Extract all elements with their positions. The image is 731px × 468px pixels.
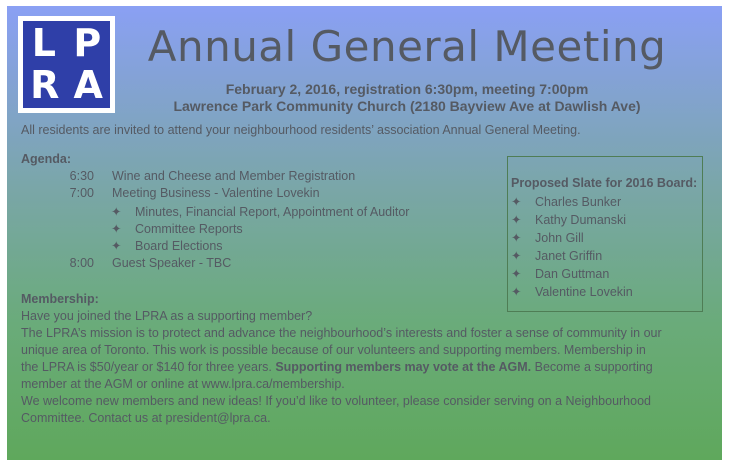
logo-letter: P [73,21,102,65]
agenda-time: 8:00 [69,256,94,270]
logo-letter: R [30,63,60,107]
agenda-time: 6:30 [69,169,94,183]
star-bullet-icon: ✦ [511,195,522,209]
star-bullet-icon: ✦ [511,267,522,281]
star-bullet-icon: ✦ [511,213,522,227]
membership-text [21,360,653,374]
slate-member [511,194,621,209]
member-name: Kathy Dumanski [535,213,627,227]
membership-text-tail: Become a supporting [531,360,653,374]
agenda-sub-item [111,238,223,253]
membership-text: Committee. Contact us at president@lpra.ca. [21,411,271,425]
membership-fee-text: the LPRA is $50/year or $140 for three years. [21,360,276,374]
intro-text: All residents are invited to attend your neighbourhood residents’ association Annual General Meeting. [21,123,581,137]
logo-letter: L [31,21,56,65]
sub-item-text: Board Elections [135,239,223,253]
agenda-text: Meeting Business - Valentine Lovekin [112,186,320,200]
membership-text: The LPRA’s mission is to protect and advance the neighbourhood’s interests and foster a sense of community in our [21,326,662,340]
star-bullet-icon: ✦ [511,285,522,299]
membership-text: Have you joined the LPRA as a supporting member? [21,309,313,323]
slate-member [511,266,609,281]
member-name: Valentine Lovekin [535,285,633,299]
logo-letter: A [73,63,103,107]
member-name: Charles Bunker [535,195,622,209]
lpra-logo [18,16,115,113]
member-name: Dan Guttman [535,267,610,281]
voting-note: Supporting members may vote at the AGM. [275,360,532,374]
star-bullet-icon: ✦ [511,249,522,263]
slate-member [511,230,584,245]
slate-member [511,212,626,227]
agenda-sub-item [111,204,409,219]
sub-item-text: Minutes, Financial Report, Appointment of Auditor [135,205,410,219]
sub-item-text: Committee Reports [135,222,243,236]
logo-mark [23,21,110,108]
agenda-text: Wine and Cheese and Member Registration [112,169,356,183]
slate-title: Proposed Slate for 2016 Board: [511,176,698,190]
star-bullet-icon: ✦ [111,239,122,253]
agenda-text: Guest Speaker - TBC [112,256,232,270]
proposed-slate-box [507,156,703,312]
page-title: Annual General Meeting [147,22,667,71]
meeting-venue: Lawrence Park Community Church (2180 Bayview Ave at Dawlish Ave) [173,98,641,114]
star-bullet-icon: ✦ [111,222,122,236]
membership-text: unique area of Toronto. This work is possible because of our volunteers and supporting members. Membership in [21,343,646,357]
membership-text: member at the AGM or online at www.lpra.ca/membership. [21,377,345,391]
star-bullet-icon: ✦ [511,231,522,245]
agenda-time: 7:00 [69,186,94,200]
slate-member [511,248,602,263]
membership-text: We welcome new members and new ideas! If you’d like to volunteer, please consider serving on a Neighbourhood [21,394,651,408]
agenda-heading: Agenda: [21,152,71,166]
member-name: John Gill [535,231,584,245]
slate-member [511,284,633,299]
agenda-sub-item [111,221,243,236]
star-bullet-icon: ✦ [111,205,122,219]
membership-heading: Membership: [21,292,99,306]
meeting-date: February 2, 2016, registration 6:30pm, meeting 7:00pm [225,81,589,97]
member-name: Janet Griffin [535,249,603,263]
meeting-poster [7,6,722,460]
